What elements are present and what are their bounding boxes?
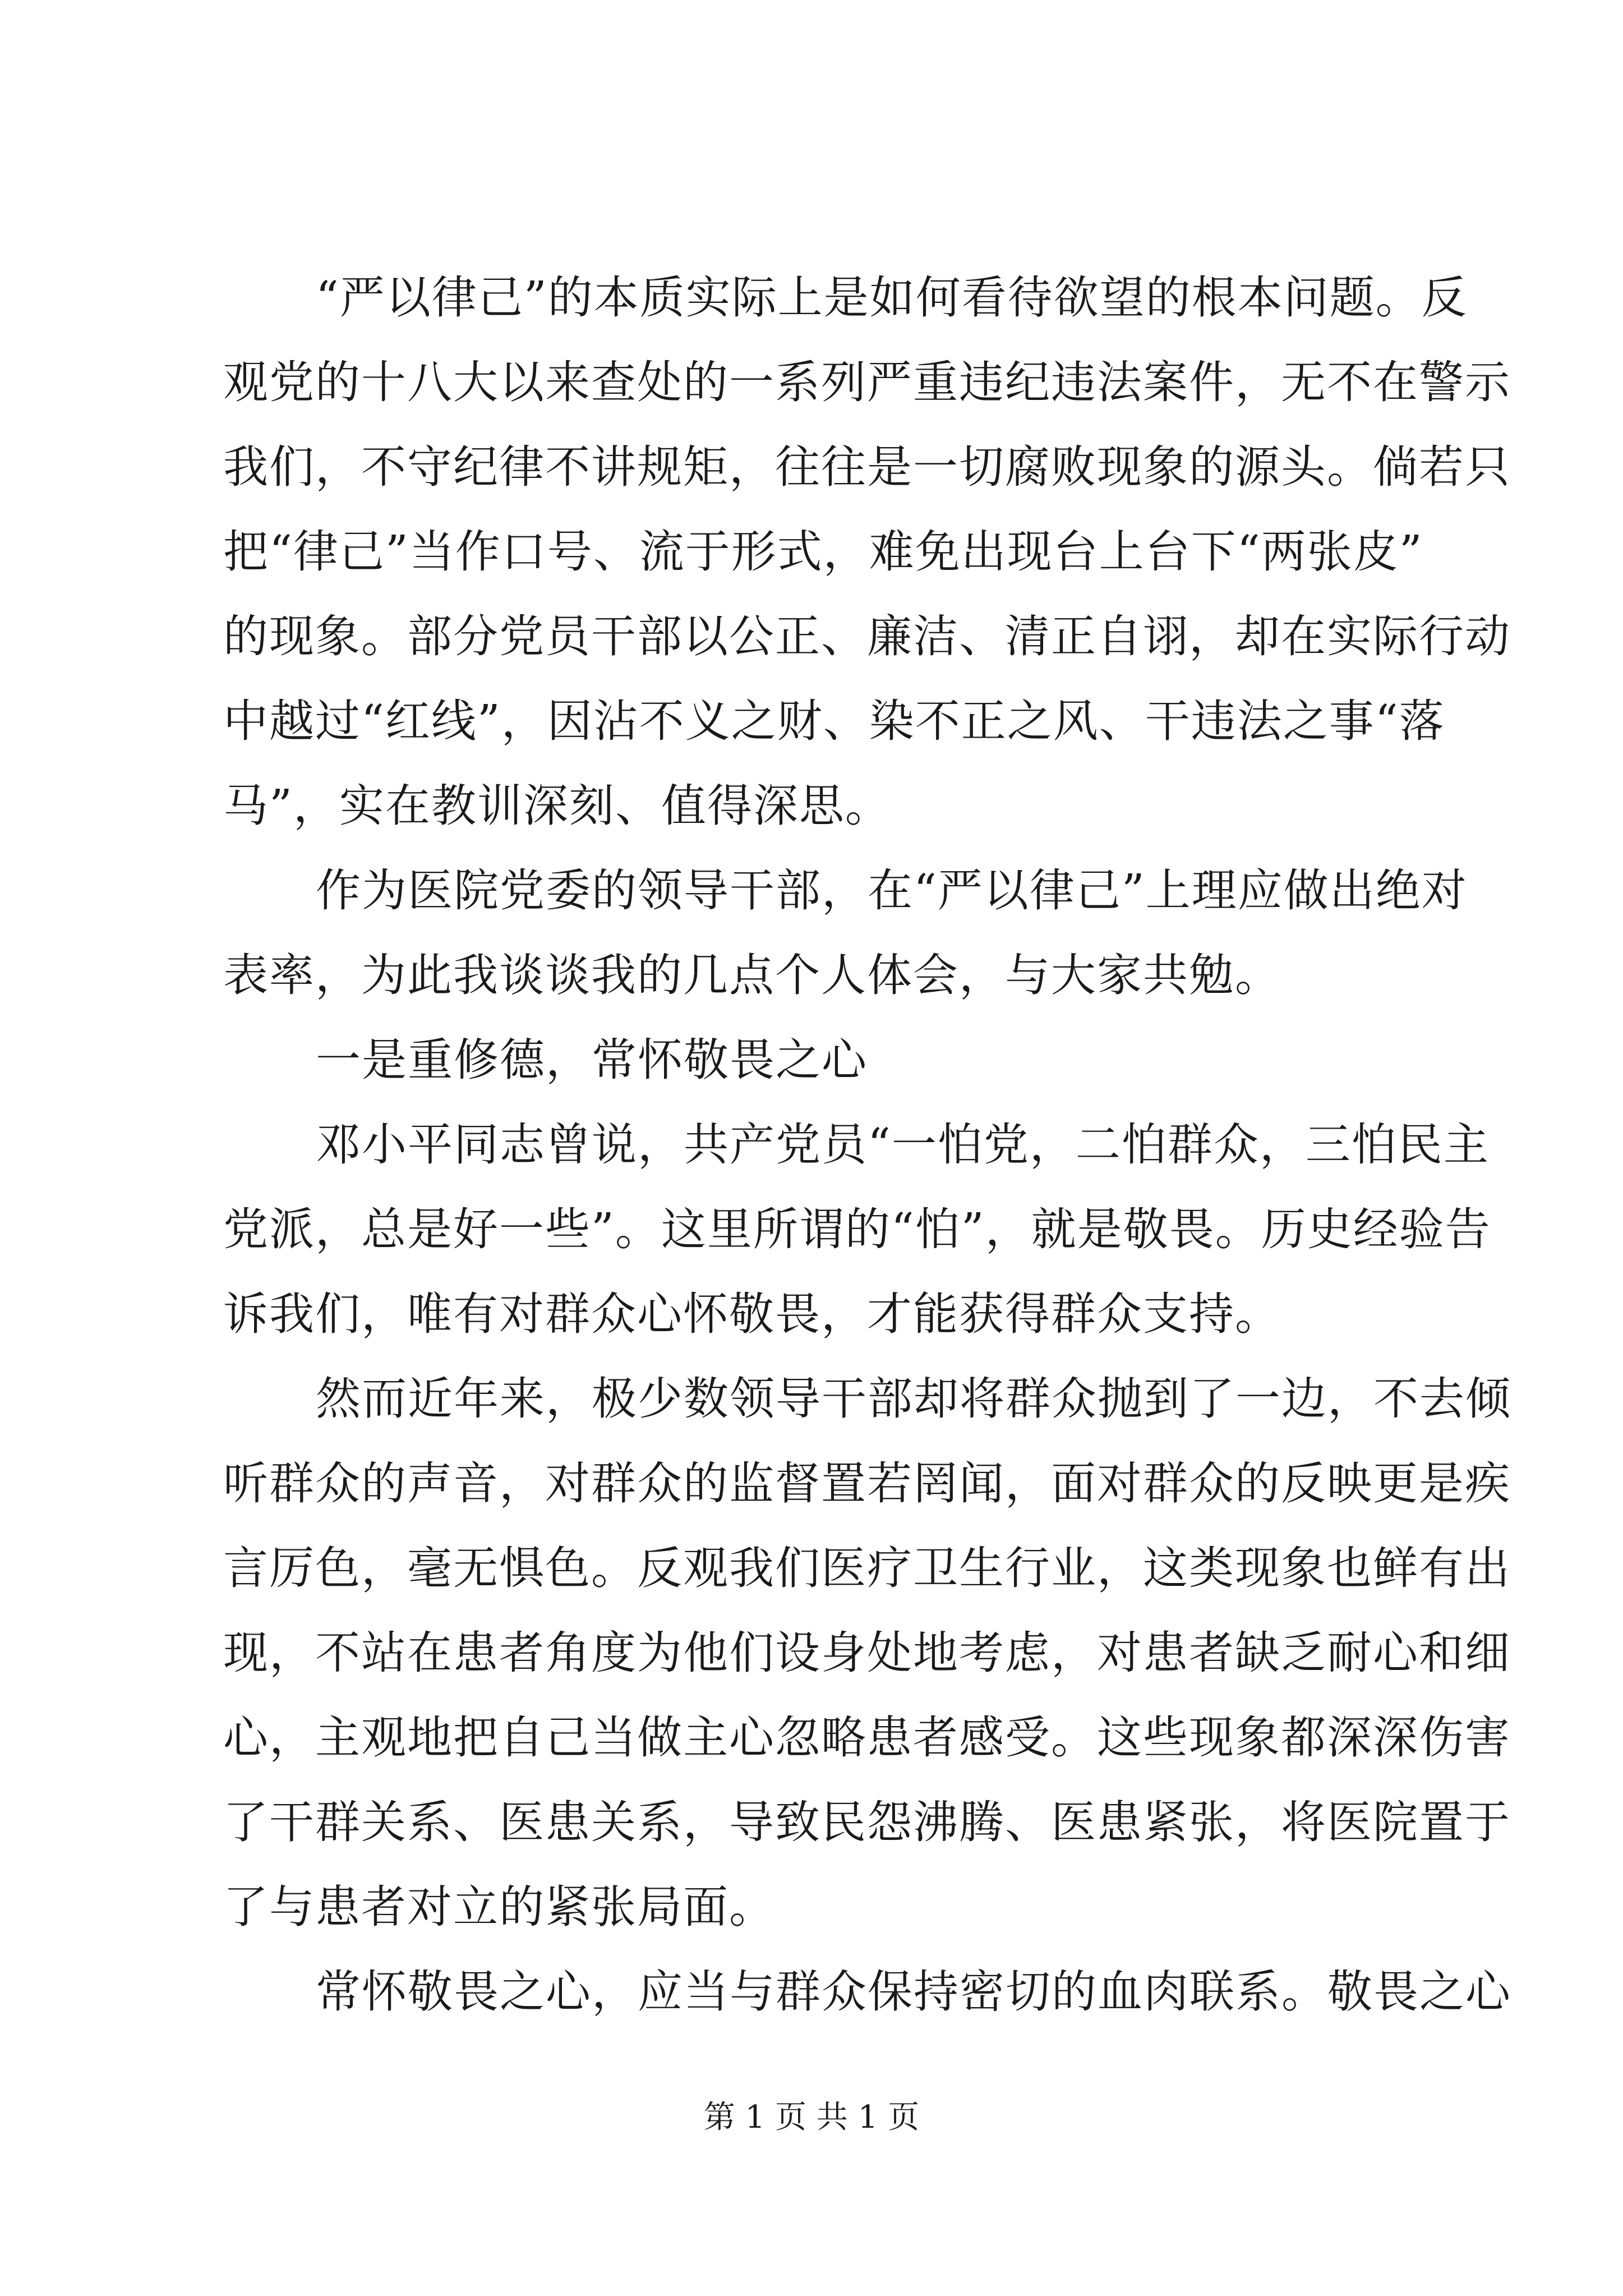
paragraph-line: 然而近年来，极少数领导干部却将群众抛到了一边，不去倾 xyxy=(316,1373,1511,1425)
paragraph-line: 了与患者对立的紧张局面。 xyxy=(223,1881,775,1933)
paragraph-line: 中越过“红线”，因沾不义之财、染不正之风、干违法之事“落 xyxy=(223,695,1445,747)
paragraph-line: 把“律己”当作口号、流于形式，难免出现台上台下“两张皮” xyxy=(223,526,1423,578)
paragraph-line: 表率，为此我谈谈我的几点个人体会，与大家共勉。 xyxy=(223,949,1281,1001)
page-footer xyxy=(0,2098,1623,2137)
section-heading: 一是重修德，常怀敬畏之心 xyxy=(316,1034,868,1086)
paragraph-line: 党派，总是好一些”。这里所谓的“怕”，就是敬畏。历史经验告 xyxy=(223,1203,1491,1255)
paragraph-line: 的现象。部分党员干部以公正、廉洁、清正自诩，却在实际行动 xyxy=(223,610,1511,662)
page-number-label: 第 1 页 共 1 页 xyxy=(703,2099,920,2136)
document-body xyxy=(223,255,1511,2034)
paragraph-line: 常怀敬畏之心，应当与群众保持密切的血肉联系。敬畏之心 xyxy=(316,1966,1511,2018)
paragraph-line: 马”，实在教训深刻、值得深思。 xyxy=(223,780,891,832)
paragraph-line: 言厉色，毫无惧色。反观我们医疗卫生行业，这类现象也鲜有出 xyxy=(223,1542,1511,1594)
paragraph-line: “严以律己”的本质实际上是如何看待欲望的根本问题。反 xyxy=(316,272,1468,324)
paragraph-line: 现，不站在患者角度为他们设身处地考虑，对患者缺乏耐心和细 xyxy=(223,1627,1511,1679)
paragraph-line: 听群众的声音，对群众的监督置若罔闻，面对群众的反映更是疾 xyxy=(223,1457,1511,1510)
paragraph-line: 诉我们，唯有对群众心怀敬畏，才能获得群众支持。 xyxy=(223,1288,1281,1340)
paragraph-line: 心，主观地把自己当做主心忽略患者感受。这些现象都深深伤害 xyxy=(223,1711,1511,1764)
paragraph-line: 观党的十八大以来查处的一系列严重违纪违法案件，无不在警示 xyxy=(223,356,1511,408)
paragraph-line: 邓小平同志曾说，共产党员“一怕党，二怕群众，三怕民主 xyxy=(316,1119,1490,1171)
paragraph-line: 作为医院党委的领导干部，在“严以律己”上理应做出绝对 xyxy=(316,864,1468,917)
paragraph-line: 了干群关系、医患关系，导致民怨沸腾、医患紧张，将医院置于 xyxy=(223,1796,1511,1848)
paragraph-line: 我们，不守纪律不讲规矩，往往是一切腐败现象的源头。倘若只 xyxy=(223,441,1511,493)
